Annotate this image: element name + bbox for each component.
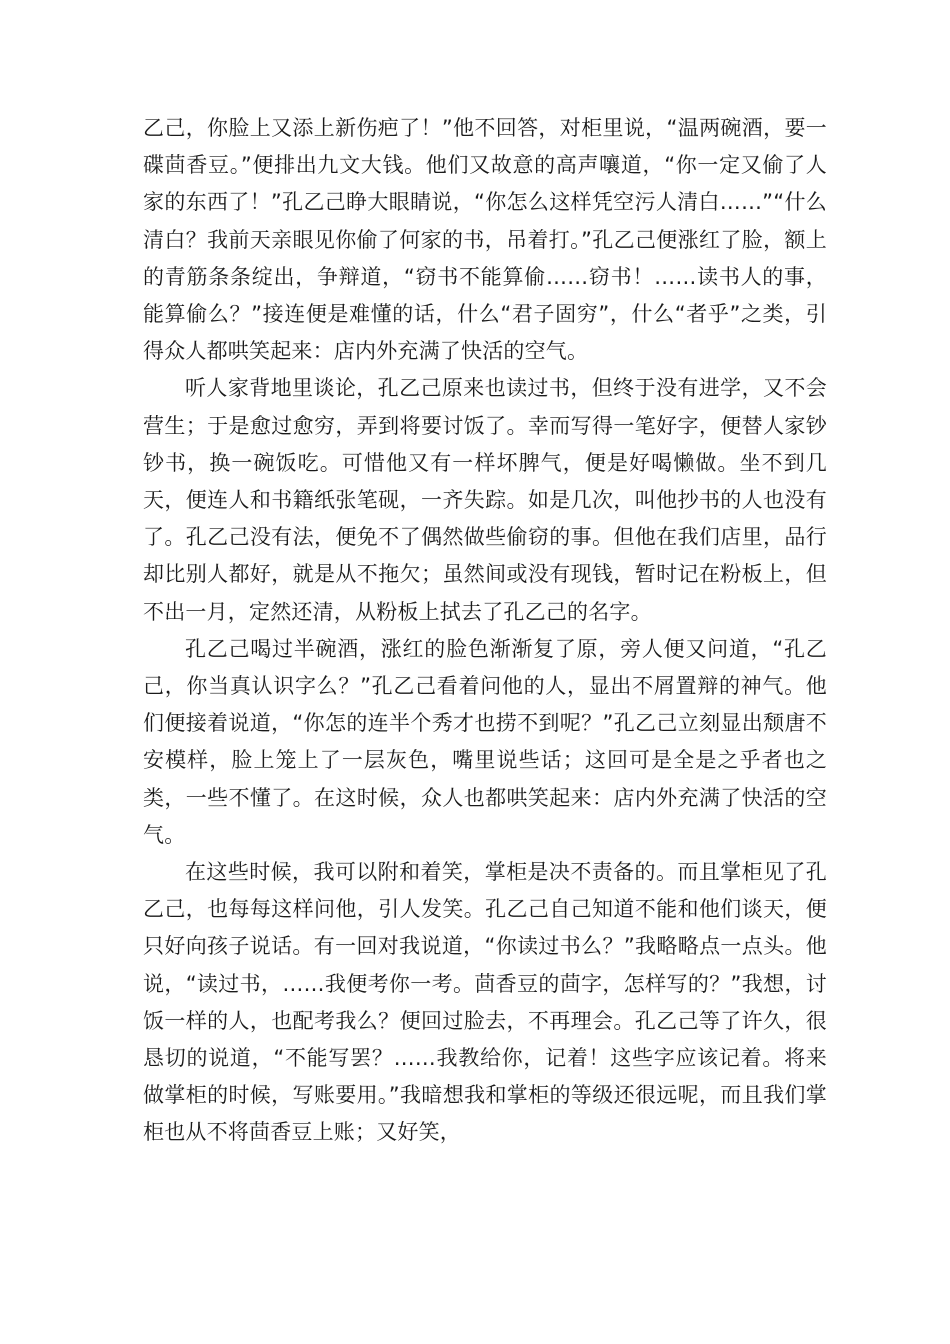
document-page xyxy=(143,110,827,1152)
paragraph-3: 孔乙己喝过半碗酒，涨红的脸色渐渐复了原，旁人便又问道，“孔乙己，你当真认识字么？”孔乙己看着问他的人，显出不屑置辩的神气。他们便接着说道，“你怎的连半个秀才也捞不到呢？”孔乙己立刻显出颓唐不安模样，脸上笼上了一层灰色，嘴里说些话；这回可是全是之乎者也之类，一些不懂了。在这时候，众人也都哄笑起来：店内外充满了快活的空气。 xyxy=(143,636,827,847)
paragraph-2: 听人家背地里谈论，孔乙己原来也读过书，但终于没有进学，又不会营生；于是愈过愈穷，弄到将要讨饭了。幸而写得一笔好字，便替人家钞钞书，换一碗饭吃。可惜他又有一样坏脾气，便是好喝懒做。坐不到几天，便连人和书籍纸张笔砚，一齐失踪。如是几次，叫他抄书的人也没有了。孔乙己没有法，便免不了偶然做些偷窃的事。但他在我们店里，品行却比别人都好，就是从不拖欠；虽然间或没有现钱，暂时记在粉板上，但不出一月，定然还清，从粉板上拭去了孔乙己的名字。 xyxy=(143,376,827,624)
paragraph-1: 乙己，你脸上又添上新伤疤了！”他不回答，对柜里说，“温两碗酒，要一碟茴香豆。”便排出九文大钱。他们又故意的高声嚷道，“你一定又偷了人家的东西了！”孔乙己睁大眼睛说，“你怎么这样凭空污人清白……”“什么清白？我前天亲眼见你偷了何家的书，吊着打。”孔乙己便涨红了脸，额上的青筋条条绽出，争辩道，“窃书不能算偷……窃书！……读书人的事，能算偷么？”接连便是难懂的话，什么“君子固穷”，什么“者乎”之类，引得众人都哄笑起来：店内外充满了快活的空气。 xyxy=(143,116,827,364)
paragraph-4: 在这些时候，我可以附和着笑，掌柜是决不责备的。而且掌柜见了孔乙己，也每每这样问他，引人发笑。孔乙己自己知道不能和他们谈天，便只好向孩子说话。有一回对我说道，“你读过书么？”我略略点一点头。他说，“读过书，……我便考你一考。茴香豆的茴字，怎样写的？”我想，讨饭一样的人，也配考我么？便回过脸去，不再理会。孔乙己等了许久，很恳切的说道，“不能写罢？……我教给你，记着！这些字应该记着。将来做掌柜的时候，写账要用。”我暗想我和掌柜的等级还很远呢，而且我们掌柜也从不将茴香豆上账；又好笑， xyxy=(143,860,827,1145)
